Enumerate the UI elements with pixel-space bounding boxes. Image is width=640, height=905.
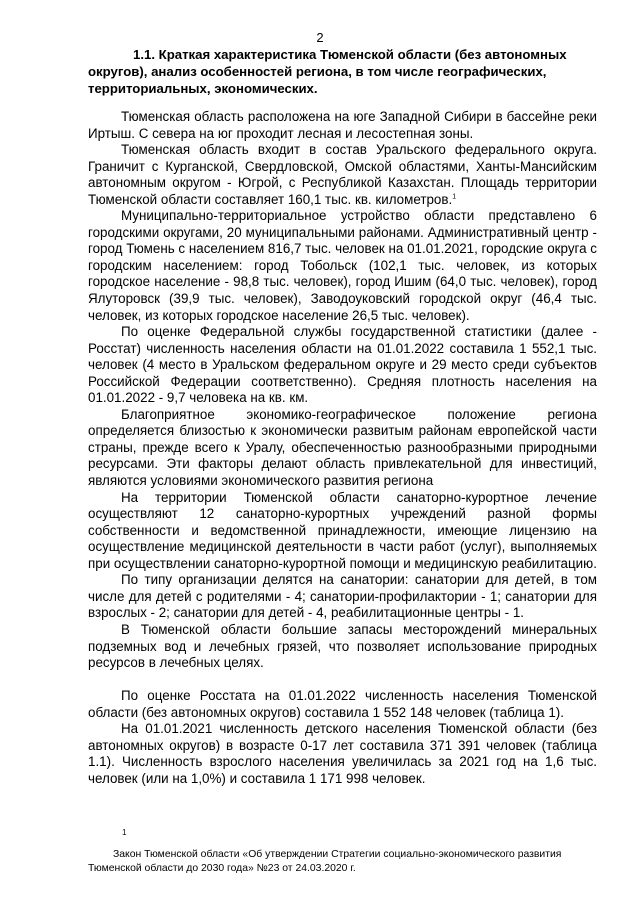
footnote-line-1: Закон Тюменской области «Об утверждении Стратегии социально-экономического развития [113,849,562,860]
footnote-line-2: Тюменской области до 2030 года» №23 от 24.03.2020 г. [88,863,356,874]
footnote-marker: 1 [122,828,127,837]
heading-line-1: 1.1. Краткая характеристика Тюменской области (без автономных [133,47,567,62]
paragraph-borders-text: Тюменская область входит в состав Уральского федерального округа. Граничит с Курганской, Свердловской, Омской областями, Ханты-Мансийским автономным округом - Югрой, с Республикой Казахстан. Площадь территории Тюменской области составляет 160,1 тыс. кв. километров. [88,142,597,207]
paragraph-municipal-structure: Муниципально-территориальное устройство области представлено 6 городскими округами, 20 муниципальными районами. Административный центр - город Тюмень с населением 816,7 тыс. человек на 01.01.2021, городские округа с городским населением: город Тобольск (102,1 тыс. человек, из которых городское население - 98,8 тыс. человек), город Ишим (64,0 тыс. человек), город Ялуторовск (39,9 тыс. человек), Заводоуковский городской округ (46,4 тыс. человек, из которых городское население 26,5 тыс. человек). [88,208,597,323]
footnote-reference: 1 [452,193,457,201]
paragraph-sanatorium-treatment: На территории Тюменской области санаторно-курортное лечение осуществляют 12 санаторно-курортных учреждений разной формы собственности и ведомственной принадлежности, имеющие лицензию на осуществление медицинской деятельности в части работ (услуг), выполняемых при осуществлении санаторно-курортной помощи и медицинскую реабилитацию. [88,489,597,571]
paragraph-location: Тюменская область расположена на юге Западной Сибири в бассейне реки Иртыш. С севера на юг проходит лесная и лесостепная зоны. [88,109,597,141]
heading-line-3: территориальных, экономических. [88,81,318,96]
paragraph-sanatorium-types: По типу организации делятся на санатории: санатории для детей, в том числе для детей с родителями - 4; санатории-профилактории - 1; санатории для взрослых - 2; санатории для детей - 4, реабилитационные центры - 1. [88,572,597,621]
heading-line-2: округов), анализ особенностей региона, в том числе географических, [88,64,547,79]
paragraph-borders [88,142,597,208]
paragraph-economic-geography: Благоприятное экономико-географическое положение региона определяется близостью к экономически развитым районам европейской части страны, прежде всего к Уралу, обеспеченностью разнообразными природными ресурсами. Эти факторы делают область привлекательной для инвестиций, являются условиями экономического развития региона [88,406,597,489]
paragraph-mineral-resources: В Тюменской области большие запасы месторождений минеральных подземных вод и лечебных грязей, что позволяет использование природных ресурсов в лечебных целях. [88,621,597,671]
paragraph-total-population: По оценке Росстата на 01.01.2022 численность населения Тюменской области (без автономных округов) составила 1 552 148 человек (таблица 1). [88,688,597,720]
page-number: 2 [316,30,324,45]
body-text [88,109,597,787]
footnote-text [88,848,595,876]
section-heading [88,46,606,97]
paragraph-child-population: На 01.01.2021 численность детского населения Тюменской области (без автономных округов) в возрасте 0-17 лет составила 371 391 человек (таблица 1.1). Численность взрослого населения увеличилась за 2021 год на 1,6 тыс. человек (или на 1,0%) и составила 1 171 998 человек. [88,721,597,786]
paragraph-population-estimate: По оценке Федеральной службы государственной статистики (далее - Росстат) численность населения области на 01.01.2022 составила 1 552,1 тыс. человек (4 место в Уральском федеральном округе и 29 место среди субъектов Российской Федерации соответственно). Средняя плотность населения на 01.01.2022 - 9,7 человека на кв. км. [88,324,597,406]
